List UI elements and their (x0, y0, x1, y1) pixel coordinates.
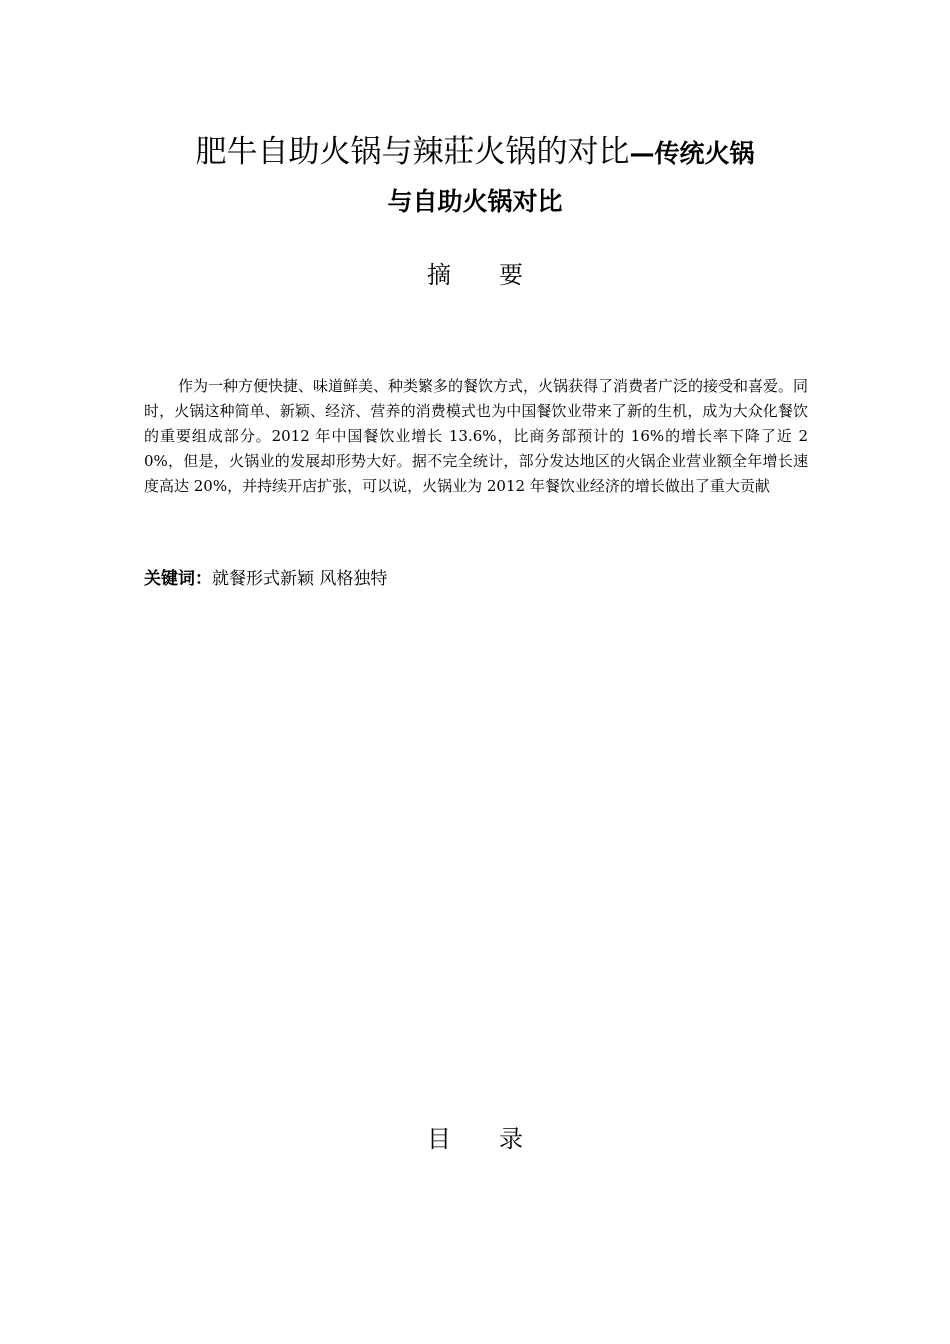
keywords-line (144, 565, 808, 593)
abstract-paragraph: 作为一种方便快捷、味道鲜美、种类繁多的餐饮方式，火锅获得了消费者广泛的接受和喜爱。同时，火锅这种简单、新颖、经济、营养的消费模式也为中国餐饮业带来了新的生机，成为大众化餐饮的重要组成部分。2012 年中国餐饮业增长 13.6%，比商务部预计的 16%的增长率下降了近 20%，但是，火锅业的发展却形势大好。据不完全统计，部分发达地区的火锅企业营业额全年增长速度高达 20%，并持续开店扩张，可以说，火锅业为 2012 年餐饮业经济的增长做出了重大贡献 (144, 377, 809, 495)
document-title (0, 130, 950, 176)
keywords-value: 就餐形式新颖 风格独特 (212, 569, 388, 589)
title-main-text: 肥牛自助火锅与辣莊火锅的对比 (195, 134, 630, 170)
abstract-heading: 摘要 (427, 261, 571, 289)
table-of-contents-heading: 目录 (427, 1125, 571, 1153)
title-subtitle-start: —传统火锅 (629, 139, 755, 168)
keywords-label: 关键词： (144, 569, 212, 589)
title-subtitle-continuation: 与自助火锅对比 (387, 187, 563, 216)
